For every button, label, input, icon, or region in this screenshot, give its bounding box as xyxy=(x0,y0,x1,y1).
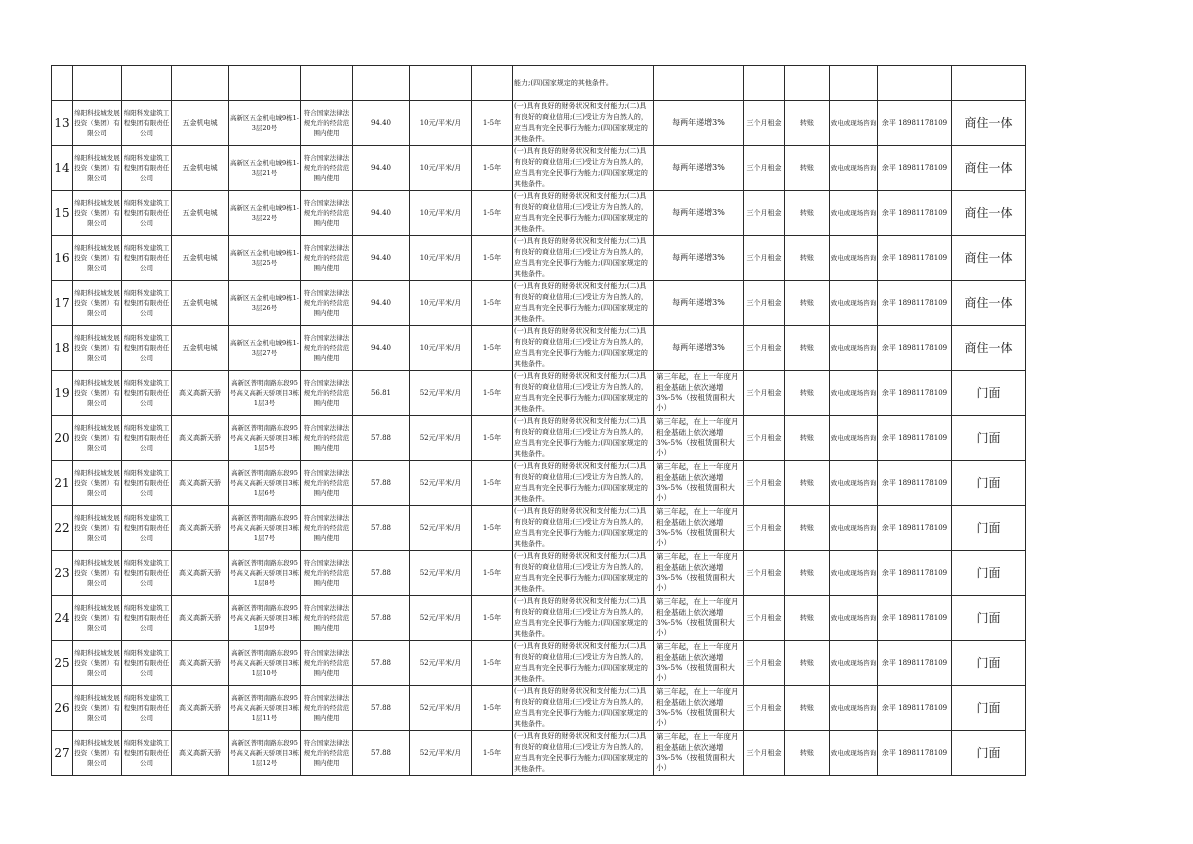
cell-purpose: 符合国家法律法规允许的经营范围内使用 xyxy=(301,416,353,461)
cell-address: 高新区普明南路东段95号高义高新天骄项目3栋1层5号 xyxy=(229,416,301,461)
cell-area: 57.88 xyxy=(353,551,410,596)
lease-listing-table xyxy=(51,65,1026,776)
cell-contact: 余平 18981178109 xyxy=(878,596,952,641)
cell-price: 10元/平米/月 xyxy=(410,191,472,236)
cell-payment: 转账 xyxy=(785,326,830,371)
cell-viewing: 致电或现场咨询 xyxy=(830,281,878,326)
cell-contact: 余平 18981178109 xyxy=(878,686,952,731)
cell-owner: 绵阳科技城发展投资（集团）有限公司 xyxy=(73,416,122,461)
cell-contact: 余平 18981178109 xyxy=(878,191,952,236)
cell-project: 高义高新天骄 xyxy=(172,506,229,551)
table-row xyxy=(52,101,1026,146)
cell-term: 1-5年 xyxy=(472,731,513,776)
cell-contact: 余平 18981178109 xyxy=(878,281,952,326)
cell-deposit: 三个月租金 xyxy=(744,236,785,281)
cell-deposit: 三个月租金 xyxy=(744,371,785,416)
cell-purpose: 符合国家法律法规允许的经营范围内使用 xyxy=(301,641,353,686)
cell-owner: 绵阳科技城发展投资（集团）有限公司 xyxy=(73,596,122,641)
cell-conditions: (一)具有良好的财务状况和支付能力;(二)具有良好的商业信用;(三)受让方为自然人的，应当具有完全民事行为能力;(四)国家规定的其他条件。 xyxy=(513,731,654,776)
cell-conditions: (一)具有良好的财务状况和支付能力;(二)具有良好的商业信用;(三)受让方为自然人的，应当具有完全民事行为能力;(四)国家规定的其他条件。 xyxy=(513,191,654,236)
cell-area: 57.88 xyxy=(353,731,410,776)
cell-viewing: 致电或现场咨询 xyxy=(830,191,878,236)
cell-owner: 绵阳科技城发展投资（集团）有限公司 xyxy=(73,326,122,371)
cell-deposit: 三个月租金 xyxy=(744,326,785,371)
table-row xyxy=(52,146,1026,191)
cell-purpose: 符合国家法律法规允许的经营范围内使用 xyxy=(301,731,353,776)
cell-payment: 转账 xyxy=(785,731,830,776)
cell-contact: 余平 18981178109 xyxy=(878,101,952,146)
cell-price: 10元/平米/月 xyxy=(410,236,472,281)
cell-viewing: 致电或现场咨询 xyxy=(830,641,878,686)
cell-area: 56.81 xyxy=(353,371,410,416)
cell-contact: 余平 18981178109 xyxy=(878,551,952,596)
cell-purpose: 符合国家法律法规允许的经营范围内使用 xyxy=(301,506,353,551)
cell-price: 52元/平米/月 xyxy=(410,551,472,596)
table-row xyxy=(52,416,1026,461)
cell-owner: 绵阳科技城发展投资（集团）有限公司 xyxy=(73,686,122,731)
cell-term: 1-5年 xyxy=(472,506,513,551)
cell-project: 五金机电城 xyxy=(172,101,229,146)
cell-area: 94.40 xyxy=(353,236,410,281)
table-row xyxy=(52,371,1026,416)
cell-payment: 转账 xyxy=(785,596,830,641)
cell-payment: 转账 xyxy=(785,686,830,731)
cell-deposit: 三个月租金 xyxy=(744,551,785,596)
cell-viewing: 致电或现场咨询 xyxy=(830,101,878,146)
cell-contact: 余平 18981178109 xyxy=(878,236,952,281)
cell-term: 1-5年 xyxy=(472,281,513,326)
cell-address: 高新区普明南路东段95号高义高新天骄项目3栋1层6号 xyxy=(229,461,301,506)
cell-conditions: (一)具有良好的财务状况和支付能力;(二)具有良好的商业信用;(三)受让方为自然人的，应当具有完全民事行为能力;(四)国家规定的其他条件。 xyxy=(513,686,654,731)
cell-increase: 每两年递增3% xyxy=(654,236,744,281)
cell-purpose: 符合国家法律法规允许的经营范围内使用 xyxy=(301,146,353,191)
cell-address: 高新区普明南路东段95号高义高新天骄项目3栋1层7号 xyxy=(229,506,301,551)
cell-project: 高义高新天骄 xyxy=(172,551,229,596)
cell-contact: 余平 18981178109 xyxy=(878,371,952,416)
cell-term: 1-5年 xyxy=(472,551,513,596)
cell-no: 27 xyxy=(52,731,73,776)
cell-area: 57.88 xyxy=(353,596,410,641)
cell-project: 五金机电城 xyxy=(172,281,229,326)
cell-purpose: 符合国家法律法规允许的经营范围内使用 xyxy=(301,371,353,416)
cell-no: 20 xyxy=(52,416,73,461)
cell-viewing: 致电或现场咨询 xyxy=(830,596,878,641)
cell-conditions: (一)具有良好的财务状况和支付能力;(二)具有良好的商业信用;(三)受让方为自然人的，应当具有完全民事行为能力;(四)国家规定的其他条件。 xyxy=(513,416,654,461)
cell-use: 门面 xyxy=(952,686,1026,731)
cell-purpose: 符合国家法律法规允许的经营范围内使用 xyxy=(301,596,353,641)
cell-purpose: 符合国家法律法规允许的经营范围内使用 xyxy=(301,236,353,281)
cell-project: 高义高新天骄 xyxy=(172,596,229,641)
table-row xyxy=(52,551,1026,596)
cell-deposit: 三个月租金 xyxy=(744,731,785,776)
cell-purpose: 符合国家法律法规允许的经营范围内使用 xyxy=(301,551,353,596)
cell-area: 94.40 xyxy=(353,146,410,191)
cell-area: 57.88 xyxy=(353,416,410,461)
cell-use: 门面 xyxy=(952,416,1026,461)
cell-no: 15 xyxy=(52,191,73,236)
cell-owner: 绵阳科技城发展投资（集团）有限公司 xyxy=(73,236,122,281)
cell-price: 10元/平米/月 xyxy=(410,281,472,326)
cell-viewing: 致电或现场咨询 xyxy=(830,506,878,551)
cell-deposit: 三个月租金 xyxy=(744,506,785,551)
cell-purpose: 符合国家法律法规允许的经营范围内使用 xyxy=(301,461,353,506)
cell-operator: 绵阳科发建筑工程集团有限责任公司 xyxy=(122,686,172,731)
cell-increase: 第三年起，在上一年度月租金基础上依次递增3%-5%（按租赁面积大小） xyxy=(654,551,744,596)
cell-increase: 第三年起，在上一年度月租金基础上依次递增3%-5%（按租赁面积大小） xyxy=(654,506,744,551)
cell-term: 1-5年 xyxy=(472,371,513,416)
cell-operator: 绵阳科发建筑工程集团有限责任公司 xyxy=(122,416,172,461)
cell-no: 14 xyxy=(52,146,73,191)
cell-term: 1-5年 xyxy=(472,461,513,506)
cell-viewing: 致电或现场咨询 xyxy=(830,686,878,731)
cell-use: 商住一体 xyxy=(952,236,1026,281)
cell-conditions: (一)具有良好的财务状况和支付能力;(二)具有良好的商业信用;(三)受让方为自然人的，应当具有完全民事行为能力;(四)国家规定的其他条件。 xyxy=(513,596,654,641)
cell-operator: 绵阳科发建筑工程集团有限责任公司 xyxy=(122,281,172,326)
cell-project: 高义高新天骄 xyxy=(172,641,229,686)
cell-deposit: 三个月租金 xyxy=(744,281,785,326)
cell-area: 57.88 xyxy=(353,461,410,506)
cell-operator: 绵阳科发建筑工程集团有限责任公司 xyxy=(122,326,172,371)
cell-term xyxy=(472,66,513,101)
table-row xyxy=(52,191,1026,236)
cell-operator: 绵阳科发建筑工程集团有限责任公司 xyxy=(122,101,172,146)
cell-operator: 绵阳科发建筑工程集团有限责任公司 xyxy=(122,371,172,416)
cell-address: 高新区普明南路东段95号高义高新天骄项目3栋1层3号 xyxy=(229,371,301,416)
cell-address: 高新区普明南路东段95号高义高新天骄项目3栋1层10号 xyxy=(229,641,301,686)
cell-term: 1-5年 xyxy=(472,641,513,686)
cell-purpose: 符合国家法律法规允许的经营范围内使用 xyxy=(301,281,353,326)
cell-increase: 第三年起，在上一年度月租金基础上依次递增3%-5%（按租赁面积大小） xyxy=(654,596,744,641)
cell-no: 22 xyxy=(52,506,73,551)
table-row xyxy=(52,326,1026,371)
cell-project: 高义高新天骄 xyxy=(172,686,229,731)
cell-deposit: 三个月租金 xyxy=(744,101,785,146)
cell-address: 高新区普明南路东段95号高义高新天骄项目3栋1层11号 xyxy=(229,686,301,731)
cell-no: 25 xyxy=(52,641,73,686)
cell-price: 52元/平米/月 xyxy=(410,506,472,551)
cell-contact: 余平 18981178109 xyxy=(878,641,952,686)
cell-term: 1-5年 xyxy=(472,416,513,461)
cell-price: 52元/平米/月 xyxy=(410,371,472,416)
cell-project: 高义高新天骄 xyxy=(172,416,229,461)
cell-viewing: 致电或现场咨询 xyxy=(830,461,878,506)
cell-operator: 绵阳科发建筑工程集团有限责任公司 xyxy=(122,236,172,281)
cell-purpose xyxy=(301,66,353,101)
cell-increase: 第三年起，在上一年度月租金基础上依次递增3%-5%（按租赁面积大小） xyxy=(654,416,744,461)
cell-purpose: 符合国家法律法规允许的经营范围内使用 xyxy=(301,101,353,146)
cell-contact: 余平 18981178109 xyxy=(878,416,952,461)
cell-conditions: (一)具有良好的财务状况和支付能力;(二)具有良好的商业信用;(三)受让方为自然人的，应当具有完全民事行为能力;(四)国家规定的其他条件。 xyxy=(513,146,654,191)
cell-deposit: 三个月租金 xyxy=(744,641,785,686)
cell-owner: 绵阳科技城发展投资（集团）有限公司 xyxy=(73,281,122,326)
cell-address: 高新区五金机电城9栋1-3层27号 xyxy=(229,326,301,371)
cell-address: 高新区五金机电城9栋1-3层25号 xyxy=(229,236,301,281)
cell-deposit: 三个月租金 xyxy=(744,686,785,731)
cell-owner: 绵阳科技城发展投资（集团）有限公司 xyxy=(73,731,122,776)
cell-project xyxy=(172,66,229,101)
cell-project: 高义高新天骄 xyxy=(172,371,229,416)
cell-operator: 绵阳科发建筑工程集团有限责任公司 xyxy=(122,506,172,551)
cell-conditions: (一)具有良好的财务状况和支付能力;(二)具有良好的商业信用;(三)受让方为自然人的，应当具有完全民事行为能力;(四)国家规定的其他条件。 xyxy=(513,236,654,281)
table-row xyxy=(52,461,1026,506)
cell-use: 门面 xyxy=(952,596,1026,641)
cell-no xyxy=(52,66,73,101)
cell-project: 高义高新天骄 xyxy=(172,731,229,776)
cell-area xyxy=(353,66,410,101)
table-row xyxy=(52,506,1026,551)
cell-term: 1-5年 xyxy=(472,686,513,731)
cell-no: 21 xyxy=(52,461,73,506)
cell-use xyxy=(952,66,1026,101)
cell-price: 52元/平米/月 xyxy=(410,641,472,686)
cell-contact: 余平 18981178109 xyxy=(878,506,952,551)
cell-payment: 转账 xyxy=(785,146,830,191)
cell-conditions: (一)具有良好的财务状况和支付能力;(二)具有良好的商业信用;(三)受让方为自然人的，应当具有完全民事行为能力;(四)国家规定的其他条件。 xyxy=(513,281,654,326)
cell-price: 52元/平米/月 xyxy=(410,686,472,731)
cell-no: 13 xyxy=(52,101,73,146)
cell-deposit: 三个月租金 xyxy=(744,596,785,641)
cell-address: 高新区五金机电城9栋1-3层22号 xyxy=(229,191,301,236)
cell-conditions: (一)具有良好的财务状况和支付能力;(二)具有良好的商业信用;(三)受让方为自然人的，应当具有完全民事行为能力;(四)国家规定的其他条件。 xyxy=(513,461,654,506)
cell-increase: 每两年递增3% xyxy=(654,191,744,236)
cell-address: 高新区普明南路东段95号高义高新天骄项目3栋1层8号 xyxy=(229,551,301,596)
cell-owner xyxy=(73,66,122,101)
table-row xyxy=(52,641,1026,686)
table-row xyxy=(52,731,1026,776)
cell-area: 94.40 xyxy=(353,191,410,236)
cell-operator: 绵阳科发建筑工程集团有限责任公司 xyxy=(122,146,172,191)
cell-increase: 第三年起，在上一年度月租金基础上依次递增3%-5%（按租赁面积大小） xyxy=(654,686,744,731)
cell-use: 门面 xyxy=(952,731,1026,776)
cell-conditions: (一)具有良好的财务状况和支付能力;(二)具有良好的商业信用;(三)受让方为自然人的，应当具有完全民事行为能力;(四)国家规定的其他条件。 xyxy=(513,641,654,686)
cell-deposit: 三个月租金 xyxy=(744,416,785,461)
cell-purpose: 符合国家法律法规允许的经营范围内使用 xyxy=(301,326,353,371)
cell-operator: 绵阳科发建筑工程集团有限责任公司 xyxy=(122,596,172,641)
cell-viewing: 致电或现场咨询 xyxy=(830,731,878,776)
cell-increase: 第三年起，在上一年度月租金基础上依次递增3%-5%（按租赁面积大小） xyxy=(654,731,744,776)
cell-deposit: 三个月租金 xyxy=(744,461,785,506)
cell-price: 10元/平米/月 xyxy=(410,146,472,191)
cell-price xyxy=(410,66,472,101)
cell-area: 57.88 xyxy=(353,641,410,686)
cell-use: 门面 xyxy=(952,506,1026,551)
cell-viewing: 致电或现场咨询 xyxy=(830,326,878,371)
cell-viewing: 致电或现场咨询 xyxy=(830,371,878,416)
cell-increase xyxy=(654,66,744,101)
cell-increase: 第三年起，在上一年度月租金基础上依次递增3%-5%（按租赁面积大小） xyxy=(654,641,744,686)
cell-no: 18 xyxy=(52,326,73,371)
table-row xyxy=(52,236,1026,281)
cell-operator xyxy=(122,66,172,101)
cell-deposit xyxy=(744,66,785,101)
cell-address: 高新区五金机电城9栋1-3层26号 xyxy=(229,281,301,326)
cell-payment: 转账 xyxy=(785,641,830,686)
cell-operator: 绵阳科发建筑工程集团有限责任公司 xyxy=(122,551,172,596)
cell-increase: 每两年递增3% xyxy=(654,326,744,371)
cell-increase: 每两年递增3% xyxy=(654,146,744,191)
table-row xyxy=(52,596,1026,641)
cell-contact: 余平 18981178109 xyxy=(878,326,952,371)
cell-address: 高新区五金机电城9栋1-3层21号 xyxy=(229,146,301,191)
cell-use: 商住一体 xyxy=(952,101,1026,146)
cell-operator: 绵阳科发建筑工程集团有限责任公司 xyxy=(122,461,172,506)
table-row-fragment xyxy=(52,66,1026,101)
cell-increase: 第三年起，在上一年度月租金基础上依次递增3%-5%（按租赁面积大小） xyxy=(654,371,744,416)
cell-term: 1-5年 xyxy=(472,596,513,641)
cell-payment: 转账 xyxy=(785,191,830,236)
cell-deposit: 三个月租金 xyxy=(744,191,785,236)
cell-viewing: 致电或现场咨询 xyxy=(830,146,878,191)
cell-use: 门面 xyxy=(952,371,1026,416)
cell-payment: 转账 xyxy=(785,506,830,551)
cell-no: 24 xyxy=(52,596,73,641)
cell-increase: 每两年递增3% xyxy=(654,101,744,146)
cell-viewing xyxy=(830,66,878,101)
cell-owner: 绵阳科技城发展投资（集团）有限公司 xyxy=(73,146,122,191)
cell-purpose: 符合国家法律法规允许的经营范围内使用 xyxy=(301,686,353,731)
cell-payment: 转账 xyxy=(785,416,830,461)
cell-increase: 每两年递增3% xyxy=(654,281,744,326)
cell-area: 57.88 xyxy=(353,686,410,731)
cell-owner: 绵阳科技城发展投资（集团）有限公司 xyxy=(73,461,122,506)
cell-address: 高新区普明南路东段95号高义高新天骄项目3栋1层12号 xyxy=(229,731,301,776)
cell-operator: 绵阳科发建筑工程集团有限责任公司 xyxy=(122,191,172,236)
cell-owner: 绵阳科技城发展投资（集团）有限公司 xyxy=(73,101,122,146)
cell-owner: 绵阳科技城发展投资（集团）有限公司 xyxy=(73,371,122,416)
cell-payment: 转账 xyxy=(785,551,830,596)
cell-no: 23 xyxy=(52,551,73,596)
cell-payment xyxy=(785,66,830,101)
cell-viewing: 致电或现场咨询 xyxy=(830,236,878,281)
table-row xyxy=(52,281,1026,326)
cell-conditions: (一)具有良好的财务状况和支付能力;(二)具有良好的商业信用;(三)受让方为自然人的，应当具有完全民事行为能力;(四)国家规定的其他条件。 xyxy=(513,101,654,146)
cell-contact xyxy=(878,66,952,101)
cell-contact: 余平 18981178109 xyxy=(878,146,952,191)
cell-use: 商住一体 xyxy=(952,191,1026,236)
cell-area: 94.40 xyxy=(353,101,410,146)
cell-project: 高义高新天骄 xyxy=(172,461,229,506)
cell-use: 门面 xyxy=(952,641,1026,686)
cell-term: 1-5年 xyxy=(472,236,513,281)
cell-no: 26 xyxy=(52,686,73,731)
cell-payment: 转账 xyxy=(785,461,830,506)
cell-payment: 转账 xyxy=(785,371,830,416)
cell-deposit: 三个月租金 xyxy=(744,146,785,191)
cell-conditions: (一)具有良好的财务状况和支付能力;(二)具有良好的商业信用;(三)受让方为自然人的，应当具有完全民事行为能力;(四)国家规定的其他条件。 xyxy=(513,326,654,371)
cell-payment: 转账 xyxy=(785,281,830,326)
cell-area: 94.40 xyxy=(353,281,410,326)
cell-owner: 绵阳科技城发展投资（集团）有限公司 xyxy=(73,641,122,686)
cell-price: 52元/平米/月 xyxy=(410,416,472,461)
cell-term: 1-5年 xyxy=(472,191,513,236)
cell-price: 10元/平米/月 xyxy=(410,101,472,146)
cell-use: 商住一体 xyxy=(952,281,1026,326)
cell-use: 商住一体 xyxy=(952,326,1026,371)
cell-conditions: (一)具有良好的财务状况和支付能力;(二)具有良好的商业信用;(三)受让方为自然人的，应当具有完全民事行为能力;(四)国家规定的其他条件。 xyxy=(513,551,654,596)
cell-no: 16 xyxy=(52,236,73,281)
cell-conditions: 能力;(四)国家规定的其他条件。 xyxy=(513,66,654,101)
cell-address: 高新区五金机电城9栋1-3层20号 xyxy=(229,101,301,146)
cell-payment: 转账 xyxy=(785,236,830,281)
cell-area: 57.88 xyxy=(353,506,410,551)
cell-project: 五金机电城 xyxy=(172,146,229,191)
cell-operator: 绵阳科发建筑工程集团有限责任公司 xyxy=(122,731,172,776)
cell-project: 五金机电城 xyxy=(172,236,229,281)
cell-term: 1-5年 xyxy=(472,101,513,146)
cell-contact: 余平 18981178109 xyxy=(878,731,952,776)
cell-conditions: (一)具有良好的财务状况和支付能力;(二)具有良好的商业信用;(三)受让方为自然人的，应当具有完全民事行为能力;(四)国家规定的其他条件。 xyxy=(513,506,654,551)
cell-price: 52元/平米/月 xyxy=(410,461,472,506)
cell-operator: 绵阳科发建筑工程集团有限责任公司 xyxy=(122,641,172,686)
cell-project: 五金机电城 xyxy=(172,191,229,236)
cell-owner: 绵阳科技城发展投资（集团）有限公司 xyxy=(73,551,122,596)
cell-conditions: (一)具有良好的财务状况和支付能力;(二)具有良好的商业信用;(三)受让方为自然人的，应当具有完全民事行为能力;(四)国家规定的其他条件。 xyxy=(513,371,654,416)
cell-area: 94.40 xyxy=(353,326,410,371)
cell-use: 门面 xyxy=(952,551,1026,596)
cell-contact: 余平 18981178109 xyxy=(878,461,952,506)
cell-owner: 绵阳科技城发展投资（集团）有限公司 xyxy=(73,506,122,551)
cell-project: 五金机电城 xyxy=(172,326,229,371)
cell-use: 商住一体 xyxy=(952,146,1026,191)
cell-term: 1-5年 xyxy=(472,146,513,191)
cell-address: 高新区普明南路东段95号高义高新天骄项目3栋1层9号 xyxy=(229,596,301,641)
cell-purpose: 符合国家法律法规允许的经营范围内使用 xyxy=(301,191,353,236)
cell-price: 52元/平米/月 xyxy=(410,596,472,641)
cell-use: 门面 xyxy=(952,461,1026,506)
cell-price: 52元/平米/月 xyxy=(410,731,472,776)
cell-increase: 第三年起，在上一年度月租金基础上依次递增3%-5%（按租赁面积大小） xyxy=(654,461,744,506)
cell-price: 10元/平米/月 xyxy=(410,326,472,371)
cell-viewing: 致电或现场咨询 xyxy=(830,416,878,461)
cell-no: 19 xyxy=(52,371,73,416)
cell-payment: 转账 xyxy=(785,101,830,146)
cell-no: 17 xyxy=(52,281,73,326)
cell-address xyxy=(229,66,301,101)
cell-owner: 绵阳科技城发展投资（集团）有限公司 xyxy=(73,191,122,236)
table-row xyxy=(52,686,1026,731)
cell-term: 1-5年 xyxy=(472,326,513,371)
cell-viewing: 致电或现场咨询 xyxy=(830,551,878,596)
